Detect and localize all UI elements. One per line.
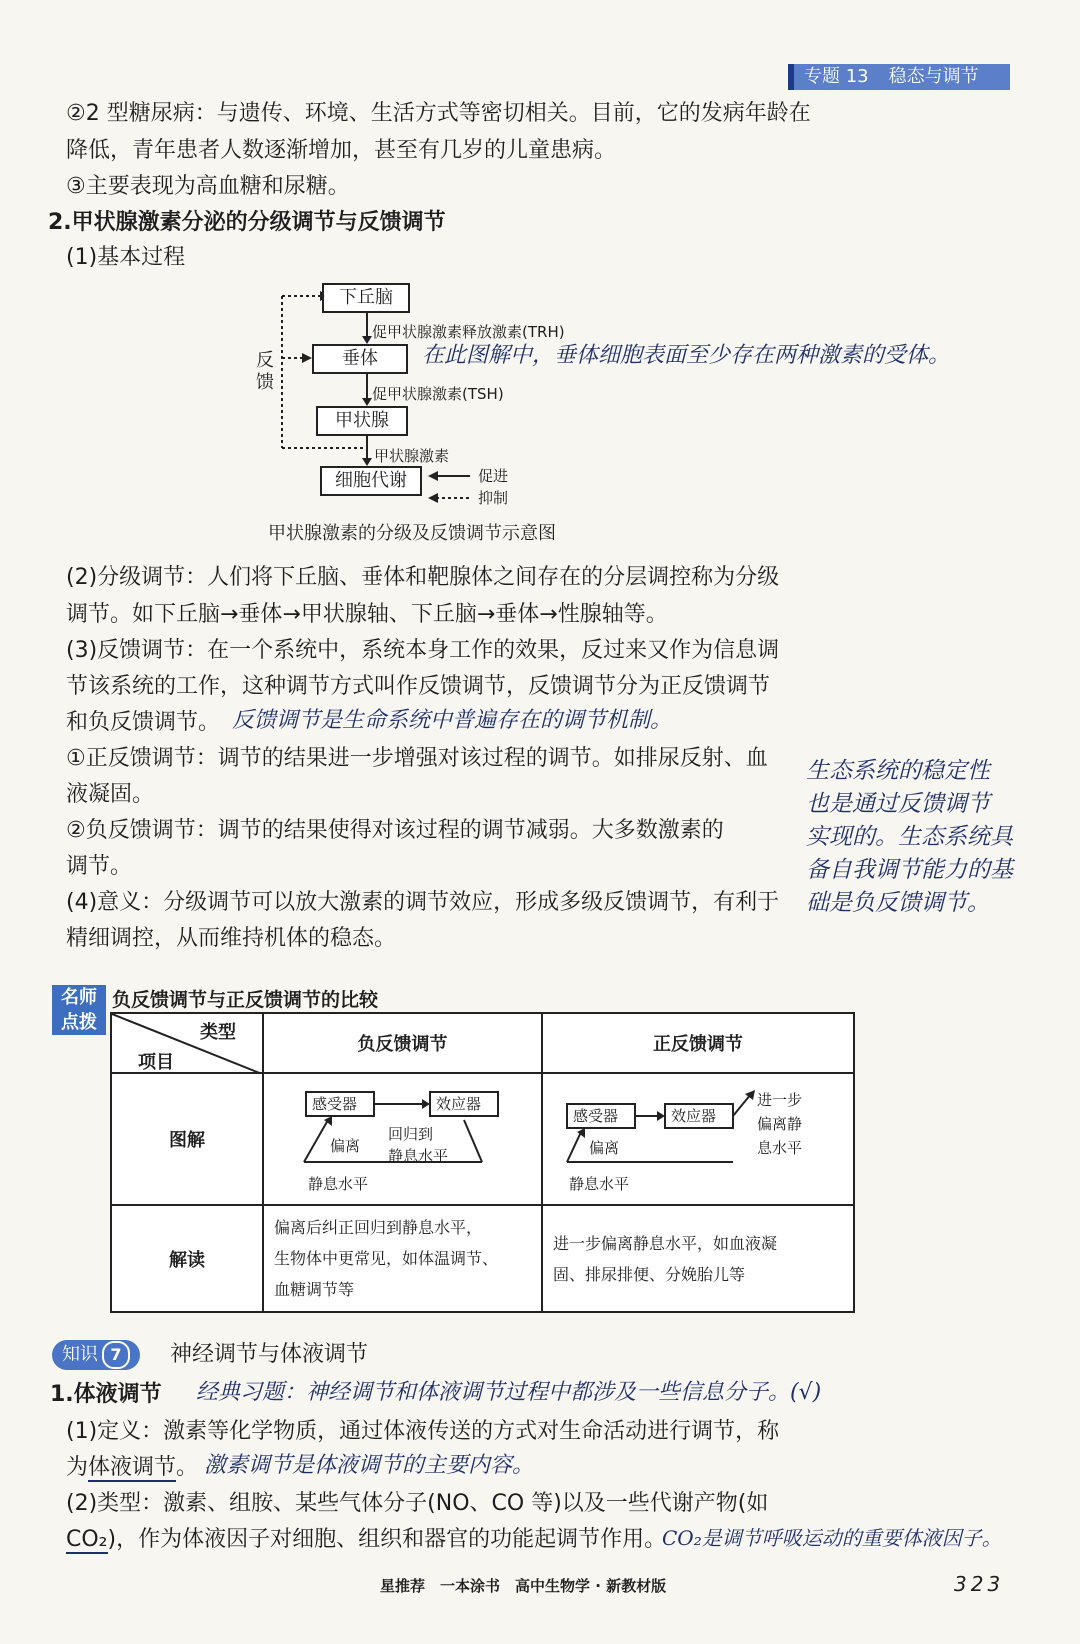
handwritten-note-co2: CO₂是调节呼吸运动的重要体液因子。 bbox=[662, 1526, 1002, 1550]
trh-label: 促甲状腺激素释放激素(TRH) bbox=[372, 323, 565, 341]
text-line: (3)反馈调节：在一个系统中，系统本身工作的效果，反过来又作为信息调 bbox=[66, 638, 780, 663]
corner-item: 项目 bbox=[138, 1052, 174, 1073]
knowledge-title: 神经调节与体液调节 bbox=[170, 1342, 369, 1367]
handwritten-note-feedback: 反馈调节是生命系统中普遍存在的调节机制。 bbox=[232, 708, 673, 733]
text-line: (2)类型：激素、组胺、某些气体分子(NO、CO 等)以及一些代谢产物(如 bbox=[66, 1491, 769, 1516]
side-handwritten-note: 生态系统的稳定性 也是通过反馈调节 实现的。生态系统具 备自我调节能力的基 础是负反馈调节。 bbox=[806, 758, 1013, 916]
text-line: ①正反馈调节：调节的结果进一步增强对该过程的调节。如排尿反射、血 bbox=[66, 746, 768, 771]
knowledge-badge: 知识 7 bbox=[52, 1340, 140, 1370]
col-header-negative: 负反馈调节 bbox=[263, 1013, 542, 1073]
row-header-diagram: 图解 bbox=[111, 1073, 263, 1205]
text-line: 节该系统的工作，这种调节方式叫作反馈调节，反馈调节分为正反馈调节 bbox=[66, 674, 771, 699]
corner-diagonal bbox=[112, 1014, 262, 1074]
underlined-term: 体液调节 bbox=[88, 1455, 177, 1480]
pituitary-box: 垂体 bbox=[312, 344, 408, 374]
text-line: 精细调控，从而维持机体的稳态。 bbox=[66, 926, 397, 951]
text-line: (4)意义：分级调节可以放大激素的调节效应，形成多级反馈调节，有利于 bbox=[66, 890, 780, 915]
text-line: ②负反馈调节：调节的结果使得对该过程的调节减弱。大多数激素的 bbox=[66, 818, 724, 843]
neg-deviate: 偏离 bbox=[330, 1137, 361, 1155]
text-line: 和负反馈调节。 bbox=[66, 710, 221, 735]
diagram-caption: 甲状腺激素的分级及反馈调节示意图 bbox=[268, 523, 556, 544]
positive-feedback-diagram bbox=[542, 1073, 854, 1205]
legend-inhibit: 抑制 bbox=[478, 489, 509, 507]
text-line: 调节。如下丘脑→垂体→甲状腺轴、下丘脑→垂体→性腺轴等。 bbox=[66, 602, 668, 627]
handwritten-exercise: 经典习题：神经调节和体液调节过程中都涉及一些信息分子。(√) bbox=[196, 1380, 822, 1405]
chapter-topic: 专题 13 bbox=[804, 66, 869, 87]
text-line: ②2 型糖尿病：与遗传、环境、生活方式等密切相关。目前，它的发病年龄在 bbox=[66, 101, 811, 126]
text-line: 调节。 bbox=[66, 854, 133, 879]
row-header-reading: 解读 bbox=[111, 1205, 263, 1312]
hypothalamus-box: 下丘脑 bbox=[322, 283, 410, 313]
text-line: CO₂)，作为体液因子对细胞、组织和器官的功能起调节作用。 bbox=[66, 1527, 667, 1552]
page-number: 323 bbox=[954, 1572, 1005, 1596]
neg-return: 静息水平 bbox=[388, 1147, 449, 1165]
tip-title: 负反馈调节与正反馈调节的比较 bbox=[112, 989, 379, 1011]
section-heading: 2.甲状腺激素分泌的分级调节与反馈调节 bbox=[48, 210, 446, 235]
pos-further: 息水平 bbox=[757, 1139, 803, 1157]
neg-rest-level: 静息水平 bbox=[308, 1175, 369, 1193]
chapter-title: 稳态与调节 bbox=[888, 66, 979, 87]
pos-further: 进一步 bbox=[757, 1091, 803, 1109]
text-line: ③主要表现为高血糖和尿糖。 bbox=[66, 174, 350, 199]
text-line: (1)定义：激素等化学物质，通过体液传送的方式对生命活动进行调节，称 bbox=[66, 1419, 780, 1444]
tsh-label: 促甲状腺激素(TSH) bbox=[372, 385, 504, 403]
handwritten-note-receptor: 在此图解中，垂体细胞表面至少存在两种激素的受体。 bbox=[422, 343, 951, 368]
thyroid-flow-diagram-lines bbox=[0, 0, 1080, 560]
table-corner bbox=[111, 1013, 263, 1073]
footer-book-title: 星推荐 一本涂书 高中生物学 · 新教材版 bbox=[380, 1577, 667, 1595]
text-line: 为体液调节。 bbox=[66, 1455, 199, 1480]
pos-effector: 效应器 bbox=[671, 1107, 717, 1125]
neg-effector: 效应器 bbox=[436, 1095, 482, 1113]
thyroid-hormone-label: 甲状腺激素 bbox=[374, 447, 450, 465]
pos-receptor: 感受器 bbox=[573, 1107, 619, 1125]
neg-return: 回归到 bbox=[388, 1125, 434, 1143]
negative-feedback-diagram bbox=[263, 1073, 542, 1205]
knowledge-number: 7 bbox=[102, 1341, 130, 1369]
pos-further: 偏离静 bbox=[757, 1115, 803, 1133]
col-header-positive: 正反馈调节 bbox=[542, 1013, 854, 1073]
text-line: 液凝固。 bbox=[66, 782, 155, 807]
underlined-term: CO₂ bbox=[66, 1527, 108, 1552]
comparison-table bbox=[110, 1012, 855, 1313]
text-line: (2)分级调节：人们将下丘脑、垂体和靶腺体之间存在的分层调控称为分级 bbox=[66, 565, 780, 590]
cell-metabolism-box: 细胞代谢 bbox=[320, 466, 422, 496]
pos-rest-level: 静息水平 bbox=[569, 1175, 630, 1193]
pos-deviate: 偏离 bbox=[589, 1139, 620, 1157]
corner-type: 类型 bbox=[200, 1022, 236, 1043]
section-heading: 1.体液调节 bbox=[50, 1382, 162, 1407]
positive-reading: 进一步偏离静息水平，如血液凝 固、排尿排便、分娩胎儿等 bbox=[542, 1205, 854, 1312]
thyroid-box: 甲状腺 bbox=[316, 406, 408, 436]
subsection-heading: (1)基本过程 bbox=[66, 245, 186, 270]
text-line: 降低，青年患者人数逐渐增加，甚至有几岁的儿童患病。 bbox=[66, 138, 617, 163]
teacher-tip-badge: 名师 点拨 bbox=[52, 985, 106, 1035]
negative-reading: 偏离后纠正回归到静息水平， 生物体中更常见，如体温调节、 血糖调节等 bbox=[263, 1205, 542, 1312]
neg-receptor: 感受器 bbox=[312, 1095, 358, 1113]
legend-promote: 促进 bbox=[478, 467, 509, 485]
handwritten-note-hormone: 激素调节是体液调节的主要内容。 bbox=[204, 1453, 535, 1478]
feedback-label: 反 馈 bbox=[256, 350, 274, 393]
